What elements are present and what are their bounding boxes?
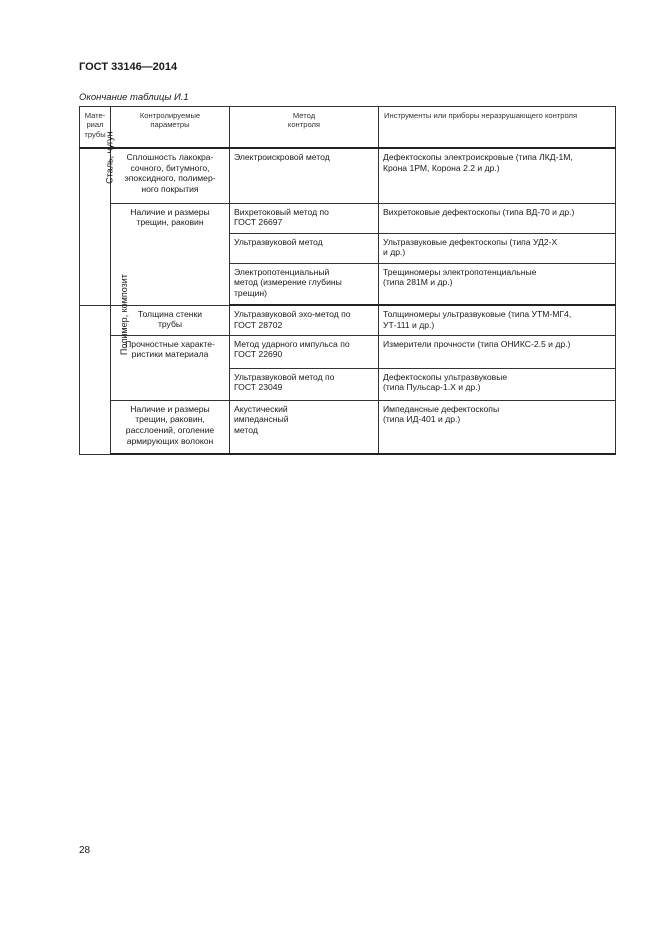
cell-line: сочного, битумного, <box>130 162 210 173</box>
cell-line: и др.) <box>383 247 406 258</box>
parameter-cell <box>111 400 230 454</box>
parameter-cell <box>111 148 230 203</box>
method-cell <box>230 335 379 368</box>
cell-line: Ультразвуковой метод по <box>234 371 335 382</box>
cell-line: Ультразвуковые дефектоскопы (типа УД2-Х <box>383 236 558 247</box>
cell-line: Крона 1РМ, Корона 2.2 и др.) <box>383 162 500 173</box>
header-parameters <box>111 107 230 149</box>
header-line: Метод <box>292 111 316 120</box>
instrument-cell <box>379 203 616 233</box>
cell-line: Трещиномеры электропотенциальные <box>383 266 537 277</box>
cell-line: Измерители прочности (типа ОНИКС-2.5 и др.) <box>383 338 571 349</box>
cell-line: Толщина стенки <box>137 308 203 319</box>
method-cell <box>230 148 379 203</box>
header-line: Контролируемые <box>139 111 201 120</box>
cell-line: ГОСТ 22690 <box>234 349 283 360</box>
cell-line: ного покрытия <box>141 184 199 195</box>
cell-line: расслоений, оголение <box>125 424 215 435</box>
method-cell <box>230 305 379 335</box>
material-cell <box>80 273 129 454</box>
cell-line: ристики материала <box>131 349 209 360</box>
material-label: Сталь, чугун <box>104 131 115 184</box>
cell-line: (типа Пульсар-1.Х и др.) <box>383 382 481 393</box>
method-cell <box>230 263 379 305</box>
table-header-row <box>80 107 616 149</box>
material-label: Полимер, композит <box>118 273 129 355</box>
cell-line: Вихретоковый метод по <box>234 206 329 217</box>
cell-line: трещин, раковин <box>136 217 204 228</box>
cell-line: Наличие и размеры <box>130 206 210 217</box>
cell-line: Вихретоковые дефектоскопы (типа ВД-70 и др.) <box>383 206 575 217</box>
header-line: риал <box>86 120 104 130</box>
method-cell <box>230 233 379 263</box>
header-line: параметры <box>150 120 190 130</box>
cell-line: Ультразвуковой метод <box>234 236 323 247</box>
instrument-cell <box>379 400 616 454</box>
cell-line: Сплошность лакокра- <box>126 152 214 162</box>
method-cell <box>230 368 379 400</box>
cell-line: эпоксидного, полимер- <box>124 173 216 184</box>
instrument-cell <box>379 148 616 203</box>
cell-line: ГОСТ 28702 <box>234 319 283 330</box>
cell-line: Импедансные дефектоскопы <box>383 403 500 414</box>
cell-line: трещин) <box>234 287 267 298</box>
table-row <box>80 148 616 203</box>
table-row <box>80 305 616 335</box>
cell-line: Толщиномеры ультразвуковые (типа УТМ-МГ4, <box>383 309 572 319</box>
cell-line: Наличие и размеры <box>130 403 210 414</box>
cell-line: метод (измерение глубины <box>234 277 342 288</box>
header-method <box>230 107 379 149</box>
cell-line: Электропотенциальный <box>234 266 330 277</box>
method-cell <box>230 203 379 233</box>
header-line: трубы <box>84 129 106 139</box>
header-line: Мате- <box>84 111 106 120</box>
table-row <box>80 335 616 368</box>
method-cell <box>230 400 379 454</box>
instrument-cell <box>379 305 616 335</box>
header-line: Инструменты или приборы неразрушающего контроля <box>384 111 578 120</box>
cell-line: Метод ударного импульса по <box>234 338 350 349</box>
instrument-cell <box>379 368 616 400</box>
instrument-cell <box>379 335 616 368</box>
cell-line: трещин, раковин, <box>135 414 205 425</box>
cell-line: ГОСТ 26697 <box>234 217 283 228</box>
cell-line: Ультразвуковой эхо-метод по <box>234 309 351 319</box>
instrument-cell <box>379 263 616 305</box>
cell-line: УТ-111 и др.) <box>383 319 435 330</box>
methods-table <box>79 106 616 455</box>
cell-line: армирующих волокон <box>126 435 214 446</box>
cell-line: Дефектоскопы электроискровые (типа ЛКД-1М, <box>383 152 573 162</box>
cell-line: метод <box>234 424 258 435</box>
header-line: контроля <box>287 120 321 130</box>
instrument-cell <box>379 233 616 263</box>
cell-line: ГОСТ 23049 <box>234 382 283 393</box>
cell-line: Акустический <box>234 403 288 414</box>
cell-line: (типа 281М и др.) <box>383 277 453 288</box>
table-caption: Окончание таблицы И.1 <box>79 92 189 103</box>
table-row <box>80 400 616 454</box>
page-number: 28 <box>79 845 91 856</box>
cell-line: импедансный <box>234 414 289 425</box>
header-instruments <box>379 107 616 149</box>
cell-line: Прочностные характе- <box>125 338 215 349</box>
document-title: ГОСТ 33146—2014 <box>79 61 178 73</box>
cell-line: Дефектоскопы ультразвуковые <box>383 371 508 382</box>
cell-line: трубы <box>157 319 183 330</box>
table-row <box>80 203 616 233</box>
cell-line: Электроискровой метод <box>234 152 330 162</box>
cell-line: (типа ИД-401 и др.) <box>383 414 461 425</box>
